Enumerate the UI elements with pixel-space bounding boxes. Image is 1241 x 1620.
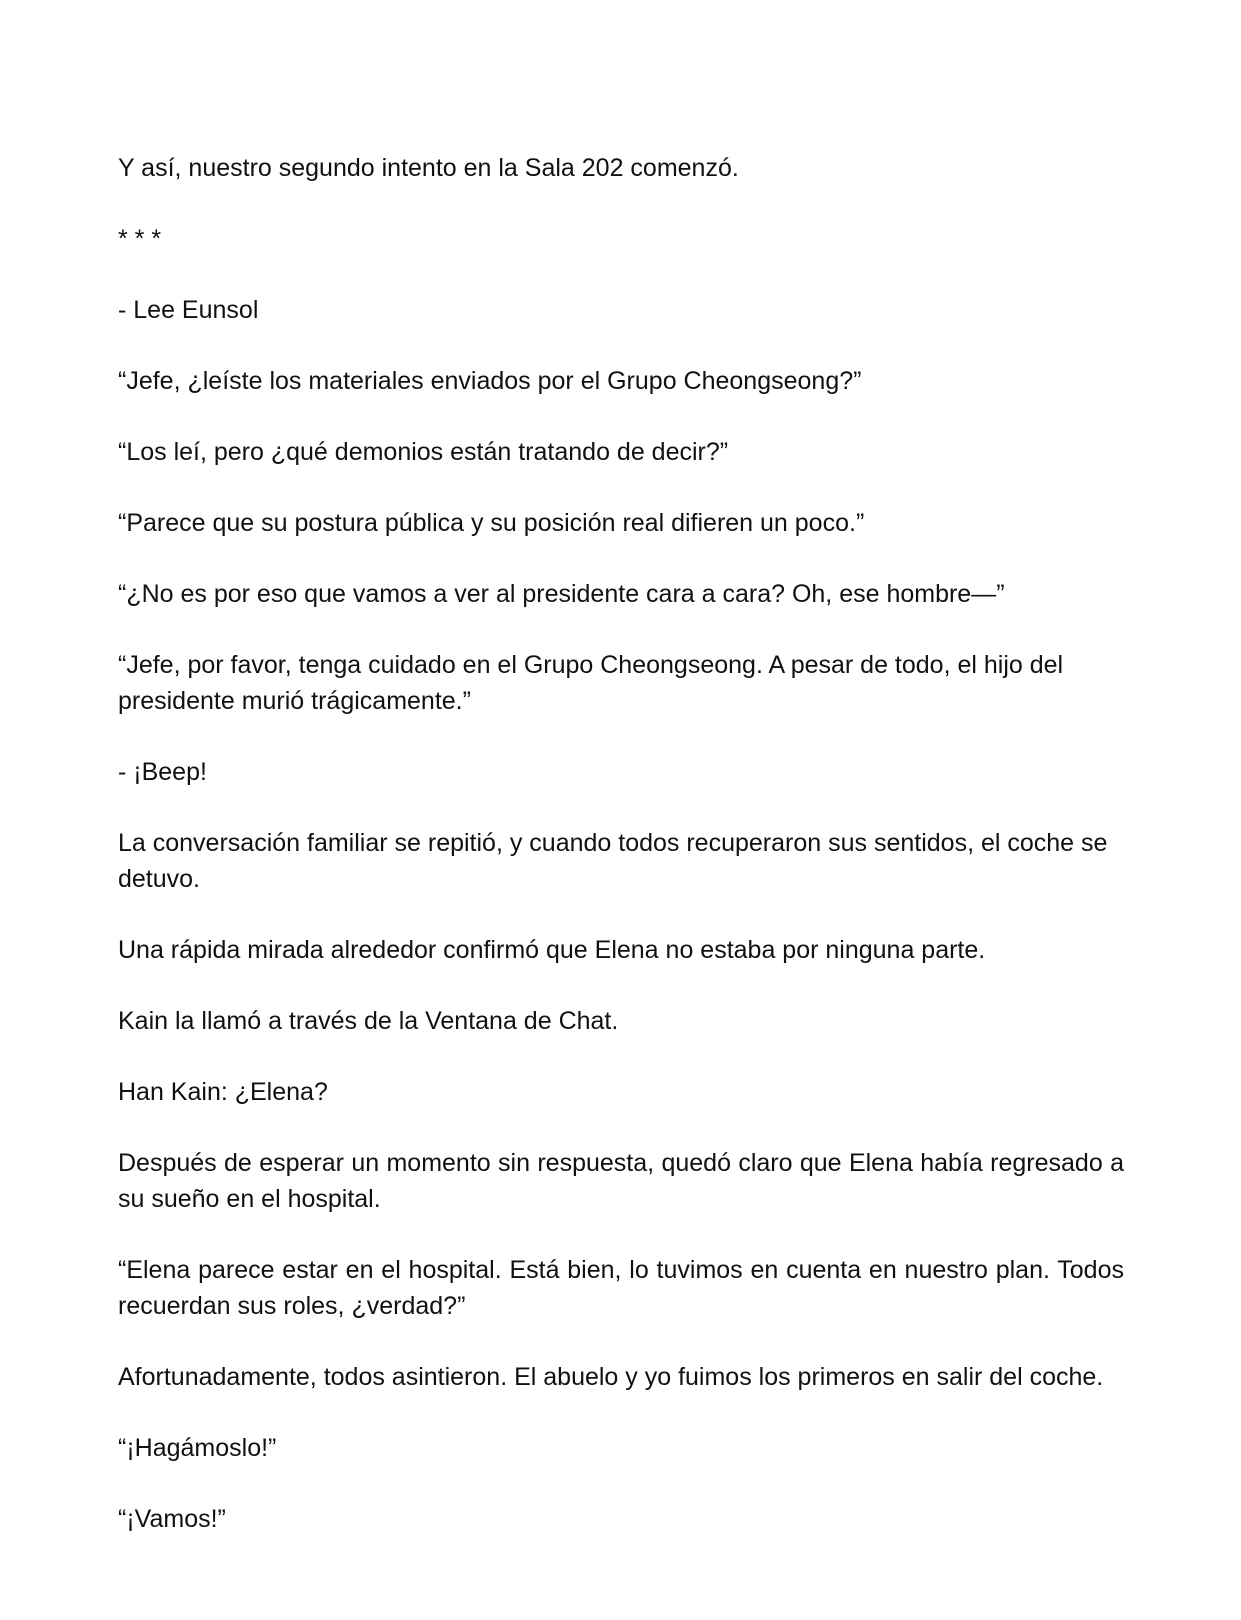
chat-message: Han Kain: ¿Elena? (118, 1078, 328, 1106)
narration-paragraph: Afortunadamente, todos asintieron. El abuelo y yo fuimos los primeros en salir del coche. (118, 1363, 1104, 1391)
dialogue-line: “Jefe, por favor, tenga cuidado en el Grupo Cheongseong. A pesar de todo, el hijo del presidente murió trágicamente.” (118, 651, 1064, 715)
paragraph-1: Y así, nuestro segundo intento en la Sala 202 comenzó. (118, 154, 739, 182)
scene-break: * * * (118, 225, 162, 253)
dialogue-line: “Elena parece estar en el hospital. Está bien, lo tuvimos en cuenta en nuestro plan. Todos recuerdan sus roles, ¿verdad?” (118, 1256, 1124, 1320)
pov-marker: - Lee Eunsol (118, 296, 259, 324)
dialogue-line: “Los leí, pero ¿qué demonios están tratando de decir?” (118, 438, 729, 466)
dialogue-line: “¡Hagámoslo!” (118, 1434, 277, 1462)
narration-paragraph: La conversación familiar se repitió, y cuando todos recuperaron sus sentidos, el coche se detuvo. (118, 829, 1108, 893)
narration-paragraph: Una rápida mirada alrededor confirmó que Elena no estaba por ninguna parte. (118, 936, 986, 964)
narration-paragraph: Kain la llamó a través de la Ventana de Chat. (118, 1007, 619, 1035)
narration-paragraph: Después de esperar un momento sin respuesta, quedó claro que Elena había regresado a su sueño en el hospital. (118, 1149, 1124, 1213)
dialogue-line: “¿No es por eso que vamos a ver al presidente cara a cara? Oh, ese hombre—” (118, 580, 1005, 608)
dialogue-line: “Parece que su postura pública y su posición real difieren un poco.” (118, 509, 865, 537)
dialogue-line: “Jefe, ¿leíste los materiales enviados por el Grupo Cheongseong?” (118, 367, 862, 395)
dialogue-line: “¡Vamos!” (118, 1505, 226, 1533)
sound-effect: - ¡Beep! (118, 758, 207, 786)
document-body (118, 150, 1124, 1572)
